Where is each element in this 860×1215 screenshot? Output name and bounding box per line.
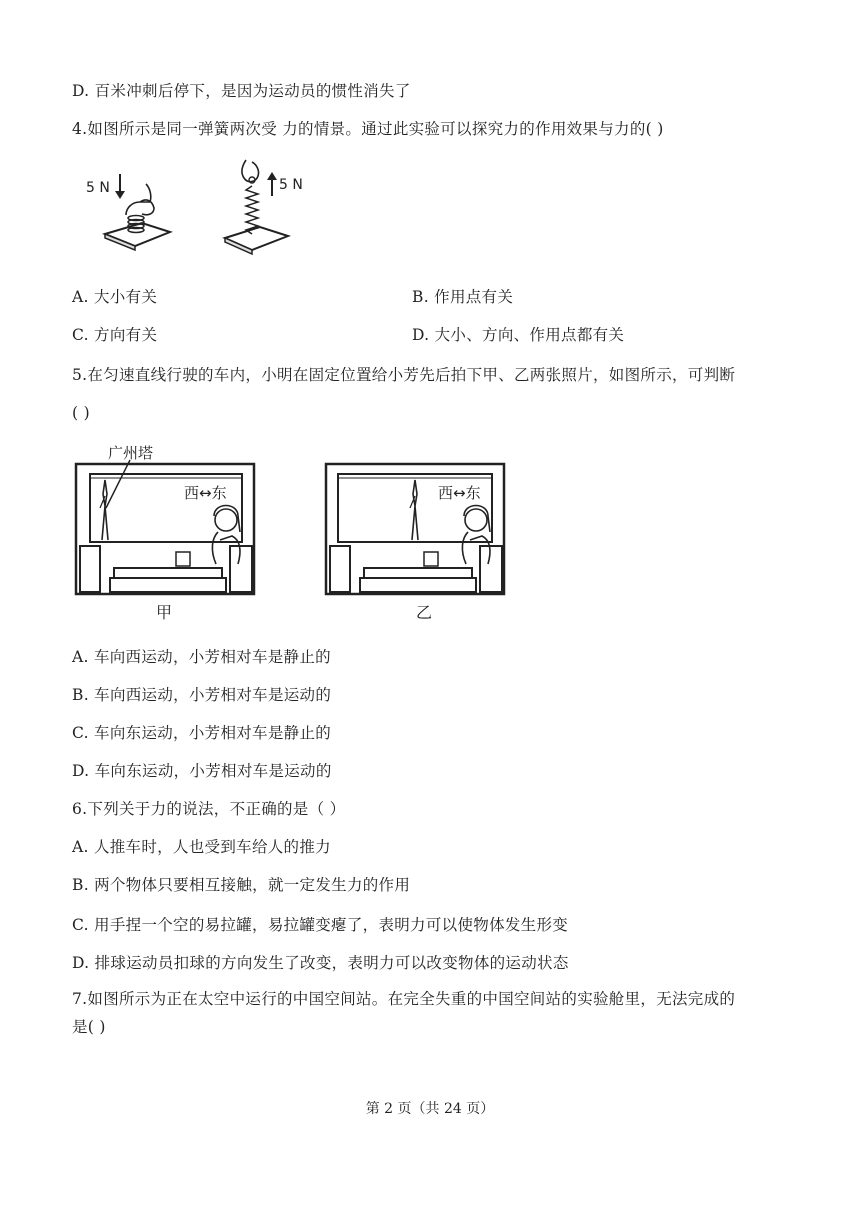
q5-stem-line1: 5.在匀速直线行驶的车内，小明在固定位置给小芳先后拍下甲、乙两张照片，如图所示，可判断 [72,366,736,384]
q5-train-photos-figure [70,436,530,626]
q5-option-a: A. 车向西运动，小芳相对车是静止的 [72,648,331,666]
q6-option-d: D. 排球运动员扣球的方向发生了改变，表明力可以改变物体的运动状态 [72,954,569,972]
q6-option-a: A. 人推车时，人也受到车给人的推力 [72,838,331,856]
q5-caption-right: 乙 [416,603,433,622]
q4-stem: 4.如图所示是同一弹簧两次受 力的情景。通过此实验可以探究力的作用效果与力的( ) [72,120,664,138]
q6-option-b: B. 两个物体只要相互接触，就一定发生力的作用 [72,876,411,894]
q4-spring-figure [80,158,340,258]
q4-force-right-label: 5 N [279,177,303,193]
q5-option-c: C. 车向东运动，小芳相对车是静止的 [72,724,332,742]
photo-jia [76,460,254,594]
q5-stem-line2: ( ) [72,404,90,422]
q7-stem-line2: 是( ) [72,1018,106,1036]
q4-option-b: B. 作用点有关 [412,288,514,306]
q6-stem: 6.下列关于力的说法，不正确的是（ ） [72,800,346,818]
q4-option-d: D. 大小、方向、作用点都有关 [412,326,625,344]
q5-caption-left: 甲 [156,603,173,622]
q7-stem-line1: 7.如图所示为正在太空中运行的中国空间站。在完全失重的中国空间站的实验舱里，无法完成的 [72,990,736,1008]
q4-option-c: C. 方向有关 [72,326,158,344]
q5-option-b: B. 车向西运动，小芳相对车是运动的 [72,686,332,704]
q5-direction-right: 西↔东 [438,484,481,502]
page-footer: 第 2 页（共 24 页） [365,1101,495,1117]
q5-tower-label: 广州塔 [108,444,154,462]
q5-direction-left: 西↔东 [184,484,227,502]
q6-option-c: C. 用手捏一个空的易拉罐，易拉罐变瘪了，表明力可以使物体发生形变 [72,916,569,934]
q5-option-d: D. 车向东运动，小芳相对车是运动的 [72,762,332,780]
q3-option-d: D. 百米冲刺后停下，是因为运动员的惯性消失了 [72,82,411,100]
q4-force-left-label: 5 N [86,180,110,196]
compressed-spring-illustration [86,174,170,250]
q4-option-a: A. 大小有关 [72,288,158,306]
stretched-spring-illustration [225,160,303,254]
